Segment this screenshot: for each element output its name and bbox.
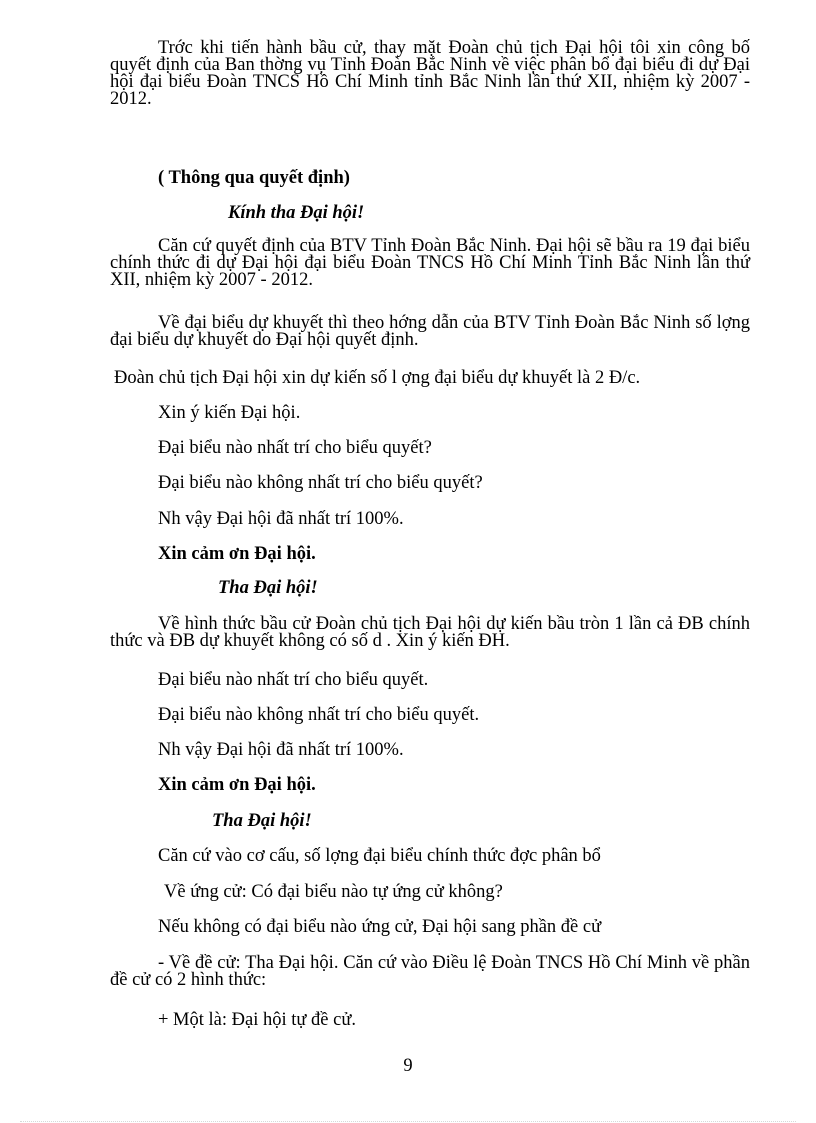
line-ask-opinion: Xin ý kiến Đại hội. [158, 403, 301, 423]
line-no-candidates: Nếu không có đại biểu nào ứng cử, Đại hội sang phần đề cử [158, 917, 602, 937]
line-thanks: Xin cảm ơn Đại hội. [158, 544, 316, 564]
paragraph-nomination: - Về đề cử: Tha Đại hội. Căn cứ vào Điều lệ Đoàn TNCS Hồ Chí Minh về phần đề cử có 2 hình thức: [110, 953, 750, 990]
paragraph-election-form: Về hình thức bầu cử Đoàn chủ tịch Đại hội dự kiến bầu tròn 1 lần cả ĐB chính thức và ĐB dự khuyết không có số d . Xin ý kiến ĐH. [110, 614, 750, 651]
salutation: Kính tha Đại hội! [228, 203, 365, 223]
line-vote-no: Đại biểu nào không nhất trí cho biểu quyết? [158, 473, 483, 493]
line-vote-yes: Đại biểu nào nhất trí cho biểu quyết. [158, 670, 429, 690]
paragraph-intro: Trớc khi tiến hành bầu cử, thay mặt Đoàn chủ tịch Đại hội tôi xin công bố quyết định của Ban thờng vụ Tỉnh Đoàn Bắc Ninh về việc phân bổ đại biểu đi dự Đại hội đại biểu Đoàn TNCS Hồ Chí Minh tỉnh Bắc Ninh lần thứ XII, nhiệm kỳ 2007 - 2012. [110, 38, 750, 109]
line-self-nomination: Về ứng cử: Có đại biểu nào tự ứng cử không? [164, 882, 503, 902]
line-result: Nh vậy Đại hội đã nhất trí 100%. [158, 509, 404, 529]
paragraph-basis: Căn cứ quyết định của BTV Tỉnh Đoàn Bắc Ninh. Đại hội sẽ bầu ra 19 đại biểu chính thức đi dự Đại hội đại biểu Đoàn TNCS Hồ Chí Minh Tỉnh Bắc Ninh lần thứ XII, nhiệm kỳ 2007 - 2012. [110, 236, 750, 290]
salutation: Tha Đại hội! [212, 811, 312, 831]
page-bottom-border [20, 1121, 796, 1122]
line-option-one: + Một là: Đại hội tự đề cử. [158, 1010, 356, 1030]
paragraph-alternate-count: Đoàn chủ tịch Đại hội xin dự kiến số l ợng đại biểu dự khuyết là 2 Đ/c. [114, 368, 641, 388]
note-approve-decision: ( Thông qua quyết định) [158, 168, 350, 188]
paragraph-alternates: Về đại biểu dự khuyết thì theo hớng dẫn của BTV Tỉnh Đoàn Bắc Ninh số lợng đại biểu dự khuyết do Đại hội quyết định. [110, 313, 750, 350]
line-result: Nh vậy Đại hội đã nhất trí 100%. [158, 740, 404, 760]
line-vote-yes: Đại biểu nào nhất trí cho biểu quyết? [158, 438, 432, 458]
line-vote-no: Đại biểu nào không nhất trí cho biểu quyết. [158, 705, 480, 725]
salutation: Tha Đại hội! [218, 578, 318, 598]
line-structure: Căn cứ vào cơ cấu, số lợng đại biểu chính thức đợc phân bổ [158, 846, 601, 866]
page-number: 9 [403, 1056, 413, 1076]
line-thanks: Xin cảm ơn Đại hội. [158, 775, 316, 795]
